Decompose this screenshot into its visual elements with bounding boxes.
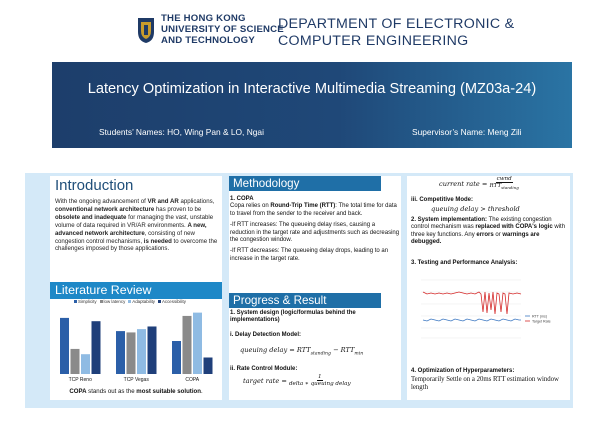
bar-adaptability bbox=[193, 313, 202, 374]
title-banner bbox=[52, 62, 572, 148]
x-tick-label: TCP Vegas bbox=[123, 377, 149, 383]
x-tick-label: TCP Reno bbox=[68, 377, 92, 383]
optimization-text: Temporarily Settle on a 20ms RTT estimation window length bbox=[411, 376, 559, 391]
student-names: Students’ Names: HO, Wing Pan & LO, Ngai bbox=[99, 127, 264, 137]
bar-low-latency bbox=[183, 316, 192, 374]
methodology-text: 1. COPA Copa relies on Round-Trip Time (RTT): The total time for data to travel from the sender to the receiver and back. -If RTT increases: The queueing delay rises, causing a reduction in the target rate and adjustments such as decreasing the congestion window. -If RTT decreases: The queueing delay drops, leading to an increase in the target rate. bbox=[230, 196, 400, 262]
university-logo bbox=[136, 16, 156, 44]
department-name: DEPARTMENT OF ELECTRONIC & COMPUTER ENGINEERING bbox=[278, 16, 515, 49]
intro-segment: has proven to be bbox=[154, 205, 202, 213]
intro-segment: A new, advanced network architecture bbox=[55, 221, 207, 237]
optimization-heading: 4. Optimization of Hyperparameters: bbox=[411, 368, 515, 374]
legend-swatch bbox=[158, 300, 161, 303]
middle-column bbox=[229, 176, 401, 400]
legend-label-rtt: RTT (ms) bbox=[532, 314, 548, 319]
bar-simplicity bbox=[60, 318, 69, 374]
competitive-formula: queuing delay > threshold bbox=[431, 205, 520, 213]
header bbox=[0, 0, 600, 62]
bar-adaptability bbox=[81, 354, 90, 374]
legend-swatch bbox=[100, 300, 103, 303]
x-tick-label: COPA bbox=[185, 377, 200, 383]
introduction-text bbox=[55, 198, 218, 253]
implementation-text: 2. System implementation: The existing congestion control mechanism was replaced with COPA's logic with three key functions. Any errors or warnings are debugged. bbox=[411, 217, 566, 246]
literature-review-header bbox=[50, 282, 222, 299]
introduction-heading: Introduction bbox=[55, 177, 134, 194]
intro-segment: applications, bbox=[178, 198, 215, 205]
bar-low-latency bbox=[127, 332, 136, 374]
intro-segment: conventional network architecture bbox=[55, 205, 155, 213]
left-column bbox=[50, 176, 222, 400]
bar-simplicity bbox=[172, 341, 181, 374]
bar-simplicity bbox=[116, 331, 125, 374]
legend-label: Simplicity bbox=[78, 299, 97, 304]
intro-segment: VR and AR bbox=[147, 198, 179, 205]
competitive-mode-heading: iii. Competitive Mode: bbox=[411, 197, 474, 203]
progress-text: 1. System design (logic/formulas behind the implementations) i. Delay Detection Model: ii. Rate Control Module: bbox=[230, 310, 356, 373]
literature-review-heading: Literature Review bbox=[55, 283, 152, 297]
delay-formula: queuing delay = $RTT_{standing} - RTT_{min}$ bbox=[240, 346, 364, 357]
supervisor-name: Supervisor’s Name: Meng Zili bbox=[412, 127, 522, 137]
comparison-bar-chart bbox=[50, 304, 222, 384]
current-rate-formula: current rate = $\frac{\text{cwnd}}{RTT_{standing}}$ bbox=[439, 176, 519, 191]
legend-swatch bbox=[74, 300, 77, 303]
intro-segment: , consisting of new congestion control mechanisms, bbox=[55, 229, 195, 245]
legend-label-target: Target Rate bbox=[532, 319, 551, 324]
bar-accessibility bbox=[92, 321, 101, 374]
university-name: THE HONG KONG UNIVERSITY OF SCIENCE AND TECHNOLOGY bbox=[161, 13, 284, 47]
right-column bbox=[407, 176, 570, 400]
progress-heading: Progress & Result bbox=[233, 294, 327, 307]
progress-header bbox=[229, 293, 381, 308]
intro-segment: obsolete and inadequate bbox=[55, 213, 127, 221]
methodology-header bbox=[229, 176, 381, 191]
intro-segment: for managing the vast, unstable volume of data required in VR/AR environments. bbox=[55, 213, 214, 229]
testing-heading: 3. Testing and Performance Analysis: bbox=[411, 260, 518, 266]
legend-label: Accessibility bbox=[161, 299, 186, 304]
test-results-line-chart bbox=[409, 272, 565, 346]
intro-segment: is needed bbox=[143, 237, 172, 245]
bar-accessibility bbox=[148, 326, 157, 374]
legend-label: Adaptability bbox=[132, 299, 155, 304]
legend-swatch bbox=[128, 300, 131, 303]
bar-adaptability bbox=[137, 329, 146, 374]
methodology-heading: Methodology bbox=[233, 177, 300, 190]
intro-segment: With the ongoing advancement of bbox=[55, 198, 148, 205]
legend-label: low latency bbox=[103, 299, 126, 304]
bar-low-latency bbox=[71, 349, 80, 374]
poster-title: Latency Optimization in Interactive Multimedia Streaming (MZ03a-24) bbox=[87, 81, 537, 97]
bar-accessibility bbox=[204, 358, 213, 375]
rate-formula: target rate = $\frac{1}{\text{delta ∗ queuing delay}}$ bbox=[243, 374, 351, 388]
intro-segment: to overcome the challenges imposed by those applications. bbox=[55, 237, 218, 253]
chart-conclusion: COPA stands out as the most suitable solution. bbox=[69, 388, 203, 395]
